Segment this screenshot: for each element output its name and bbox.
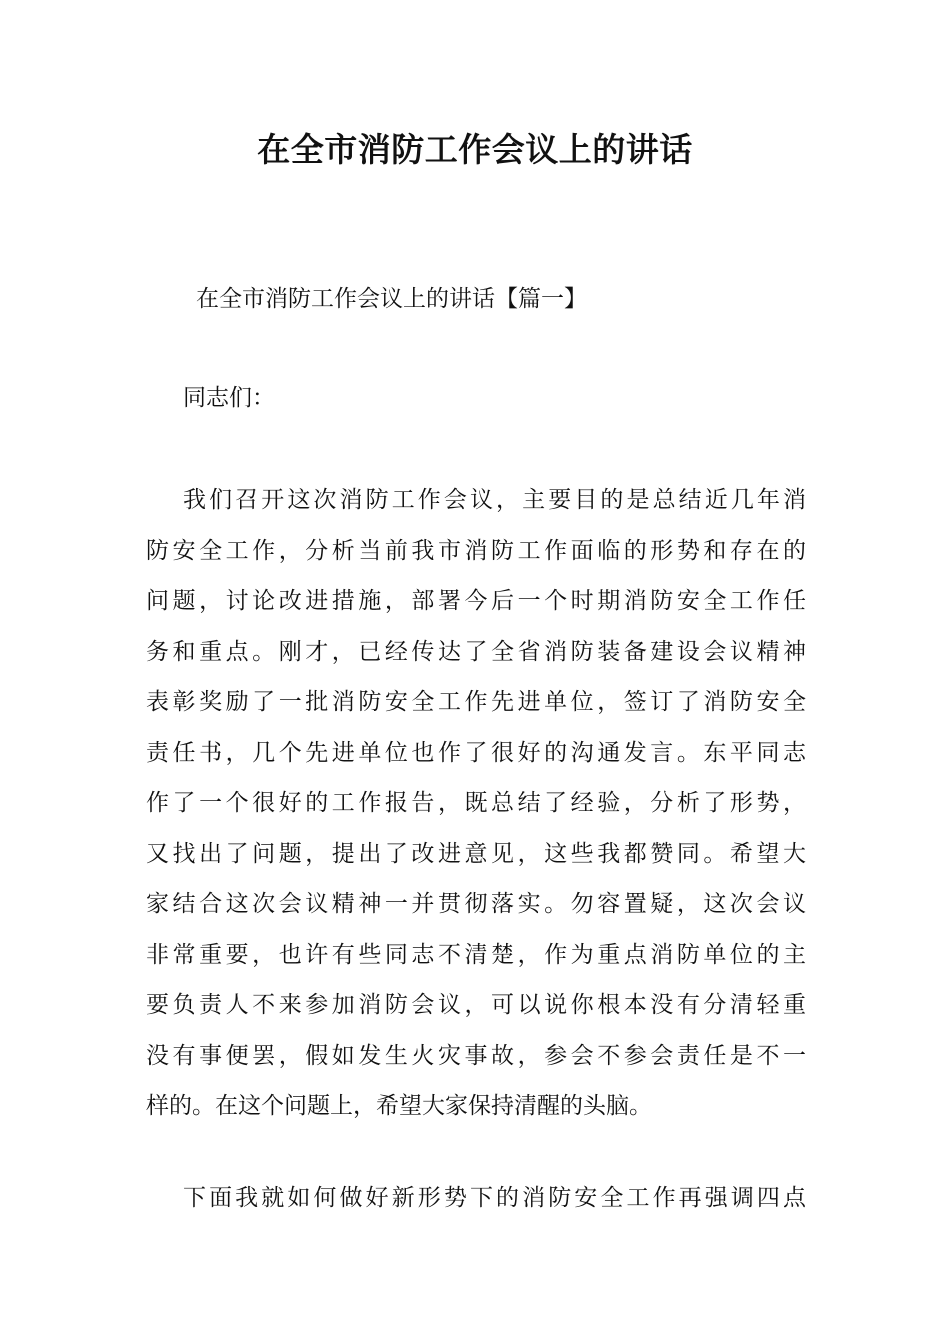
paragraph-line: 要负责人不来参加消防会议，可以说你根本没有分清轻重 <box>146 992 806 1018</box>
paragraph-line: 务和重点。刚才，已经传达了全省消防装备建设会议精神 <box>146 638 806 665</box>
paragraph-line: 问题，讨论改进措施，部署今后一个时期消防安全工作任 <box>146 588 806 614</box>
paragraph-line: 下面我就如何做好新形势下的消防安全工作再强调四点 <box>183 1185 806 1211</box>
paragraph-line: 样的。在这个问题上，希望大家保持清醒的头脑。 <box>146 1093 652 1119</box>
paragraph-line: 责任书，几个先进单位也作了很好的沟通发言。东平同志 <box>146 739 806 766</box>
paragraph-line: 家结合这次会议精神一并贯彻落实。勿容置疑，这次会议 <box>146 891 806 917</box>
paragraph-line: 我们召开这次消防工作会议，主要目的是总结近几年消 <box>183 487 806 513</box>
paragraph-line: 作了一个很好的工作报告，既总结了经验，分析了形势， <box>146 790 806 816</box>
paragraph-line: 表彰奖励了一批消防安全工作先进单位，签订了消防安全 <box>146 689 806 715</box>
document-title: 在全市消防工作会议上的讲话 <box>257 130 693 169</box>
section-heading: 在全市消防工作会议上的讲话【篇一】 <box>196 286 587 312</box>
body-paragraph-2 <box>146 1181 806 1232</box>
paragraph-line: 非常重要，也许有些同志不清楚，作为重点消防单位的主 <box>146 941 806 968</box>
body-paragraph-1 <box>146 483 806 1140</box>
paragraph-line: 没有事便罢，假如发生火灾事故，参会不参会责任是不一 <box>146 1042 806 1069</box>
paragraph-line: 防安全工作，分析当前我市消防工作面临的形势和存在的 <box>146 537 806 564</box>
salutation: 同志们： <box>183 385 275 411</box>
paragraph-line: 又找出了问题，提出了改进意见，这些我都赞同。希望大 <box>146 840 806 867</box>
